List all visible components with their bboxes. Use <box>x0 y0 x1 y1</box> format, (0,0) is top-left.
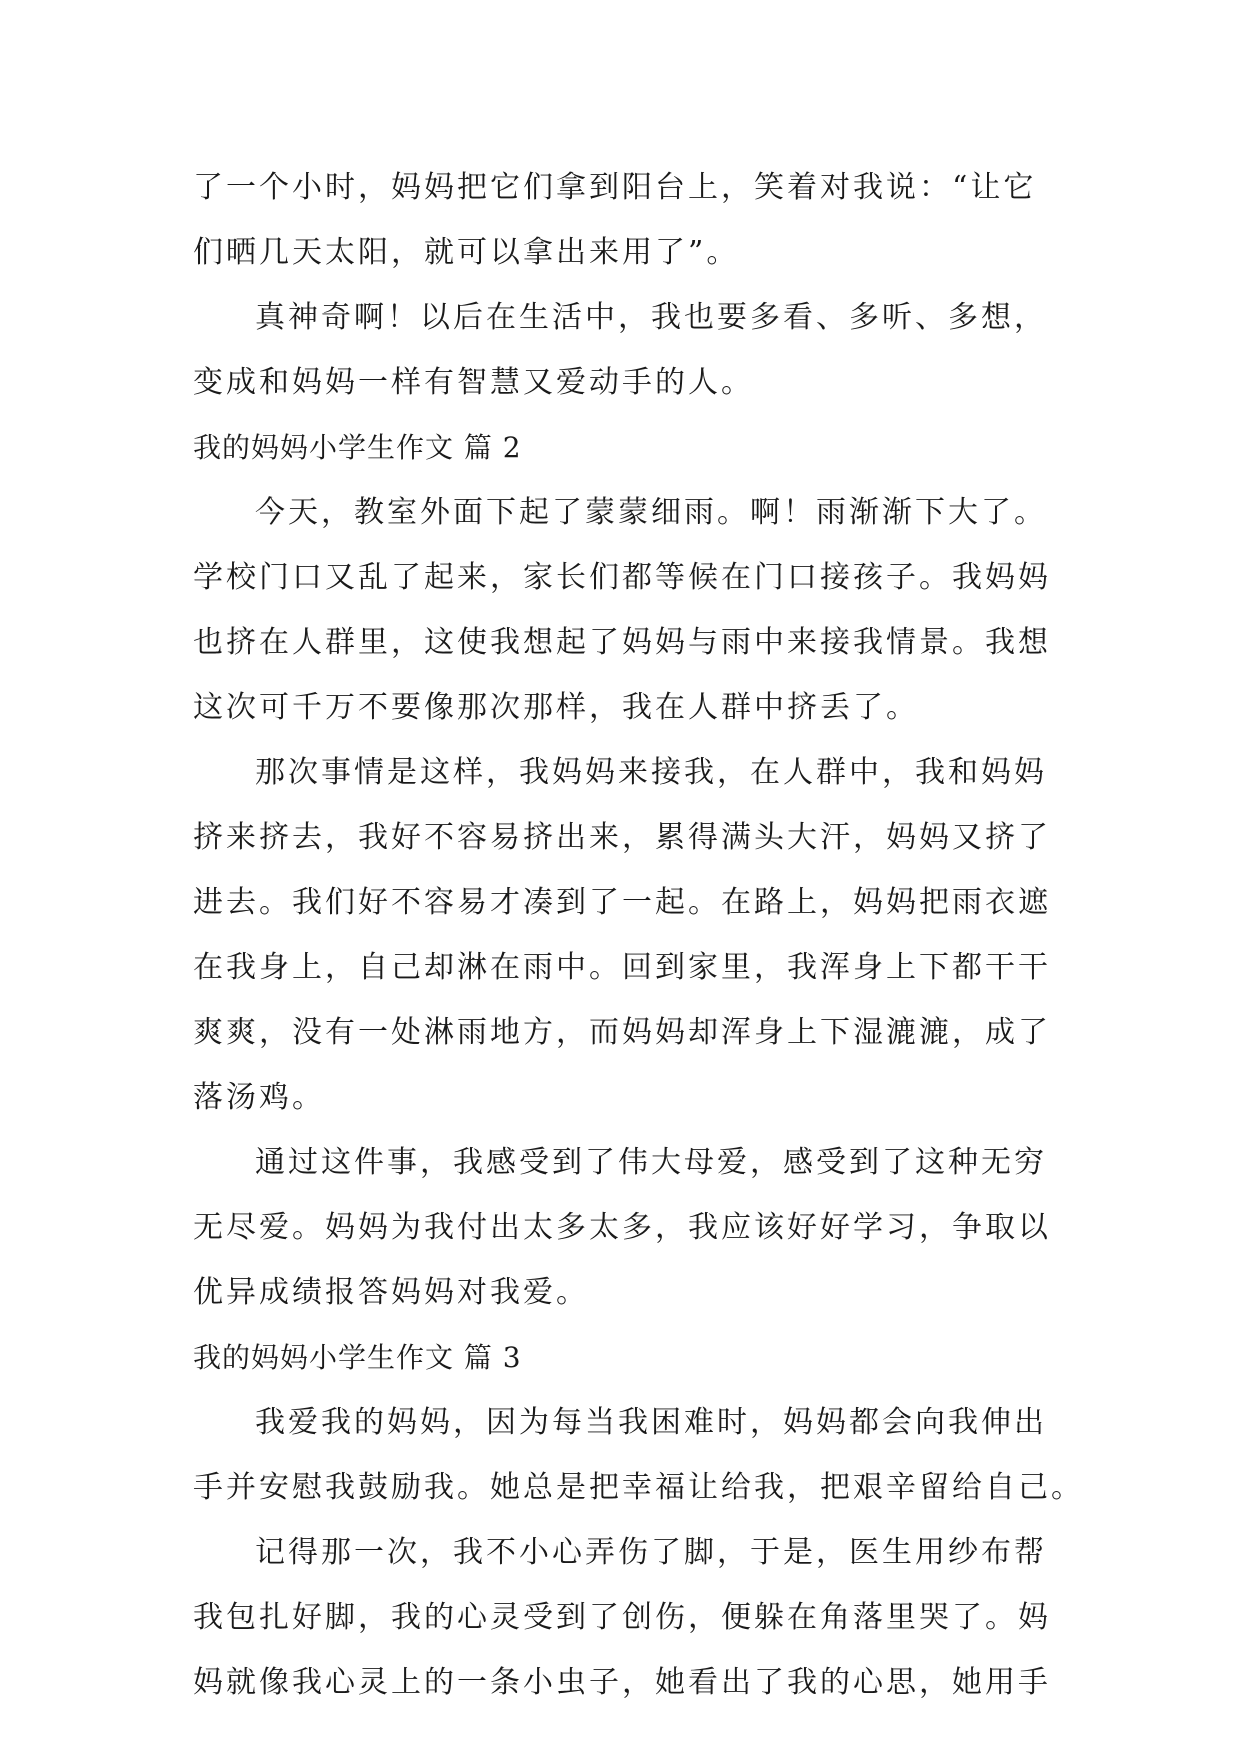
paragraph-line: 爽爽，没有一处淋雨地方，而妈妈却浑身上下湿漉漉，成了 <box>193 1015 1051 1050</box>
paragraph-line: 变成和妈妈一样有智慧又爱动手的人。 <box>193 365 754 400</box>
paragraph-line: 优异成绩报答妈妈对我爱。 <box>193 1275 589 1310</box>
section-heading: 我的妈妈小学生作文 篇 3 <box>193 1341 522 1374</box>
paragraph-line: 们晒几天太阳，就可以拿出来用了”。 <box>193 235 740 270</box>
paragraph-line: 也挤在人群里，这使我想起了妈妈与雨中来接我情景。我想 <box>193 625 1051 660</box>
paragraph-line: 真神奇啊！以后在生活中，我也要多看、多听、多想， <box>255 300 1047 335</box>
paragraph-line: 无尽爱。妈妈为我付出太多太多，我应该好好学习，争取以 <box>193 1210 1051 1245</box>
paragraph-line: 了一个小时，妈妈把它们拿到阳台上，笑着对我说：“让它 <box>193 170 1037 205</box>
paragraph-line: 学校门口又乱了起来，家长们都等候在门口接孩子。我妈妈 <box>193 560 1051 595</box>
paragraph-line: 那次事情是这样，我妈妈来接我，在人群中，我和妈妈 <box>255 755 1047 790</box>
paragraph-line: 挤来挤去，我好不容易挤出来，累得满头大汗，妈妈又挤了 <box>193 820 1051 855</box>
section-heading: 我的妈妈小学生作文 篇 2 <box>193 431 522 464</box>
document-body <box>193 155 1084 1715</box>
paragraph-line: 妈就像我心灵上的一条小虫子，她看出了我的心思，她用手 <box>193 1665 1051 1700</box>
paragraph-line: 我包扎好脚，我的心灵受到了创伤，便躲在角落里哭了。妈 <box>193 1600 1051 1635</box>
paragraph-line: 进去。我们好不容易才凑到了一起。在路上，妈妈把雨衣遮 <box>193 885 1051 920</box>
paragraph-line: 落汤鸡。 <box>193 1080 325 1115</box>
paragraph-line: 今天，教室外面下起了蒙蒙细雨。啊！雨渐渐下大了。 <box>255 495 1047 530</box>
paragraph-line: 我爱我的妈妈，因为每当我困难时，妈妈都会向我伸出 <box>255 1405 1047 1440</box>
paragraph-line: 通过这件事，我感受到了伟大母爱，感受到了这种无穷 <box>255 1145 1047 1180</box>
paragraph-line: 记得那一次，我不小心弄伤了脚，于是，医生用纱布帮 <box>255 1535 1047 1570</box>
paragraph-line: 这次可千万不要像那次那样，我在人群中挤丢了。 <box>193 690 919 725</box>
paragraph-line: 在我身上，自己却淋在雨中。回到家里，我浑身上下都干干 <box>193 950 1051 985</box>
paragraph-line: 手并安慰我鼓励我。她总是把幸福让给我，把艰辛留给自己。 <box>193 1470 1084 1505</box>
